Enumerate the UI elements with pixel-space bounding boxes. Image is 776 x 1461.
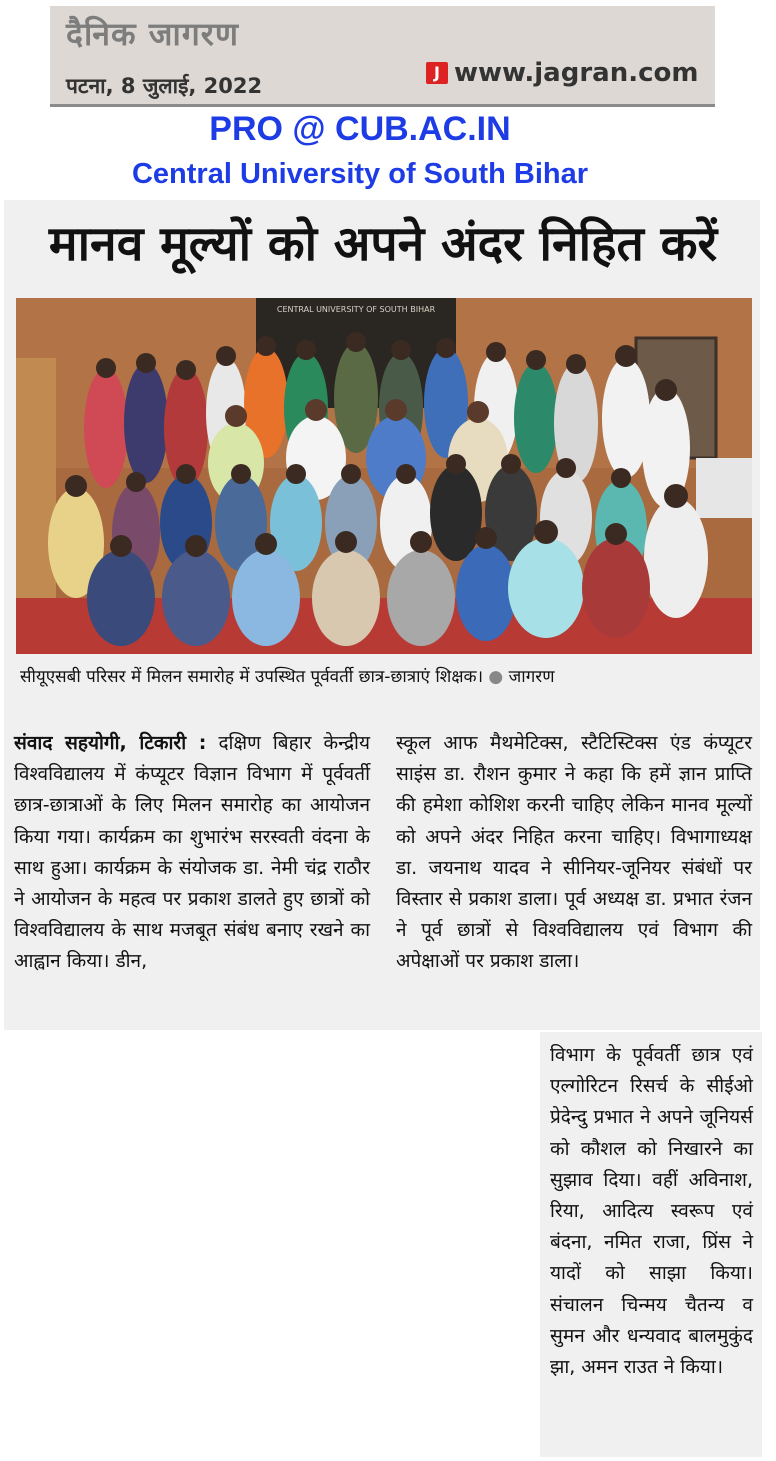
article-column-2: स्कूल आफ मैथमेटिक्स, स्टैटिस्टिक्स एंड कंप्यूटर साइंस डा. रौशन कुमार ने कहा कि हमें ज्ञान प्राप्ति की हमेशा कोशिश करनी चाहिए लेकिन मानव मूल्यों को अपने अंदर निहित करना चाहिए। विभागाध्यक्ष डा. जयनाथ यादव ने सीनियर-जूनियर संबंधों पर विस्तार से प्रकाश डाला। पूर्व अध्यक्ष डा. प्रभात रंजन ने पूर्व छात्रों से विश्वविद्यालय एवं विभाग की अपेक्षाओं पर प्रकाश डाला। (396, 732, 752, 973)
website-url: www.jagran.com (454, 58, 699, 88)
column-1-text: दक्षिण बिहार केन्द्रीय विश्वविद्यालय में कंप्यूटर विज्ञान विभाग में पूर्ववर्ती छात्र-छात्राओं के लिए मिलन समारोह का आयोजन किया गया। कार्यक्रम का शुभारंभ सरस्वती वंदना के साथ हुआ। कार्यक्रम के संयोजक डा. नेमी चंद्र राठौर ने आयोजन के महत्व पर प्रकाश डालते हुए छात्रों को विश्वविद्यालय के साथ मजबूत संबंध बनाए रखने का आह्वान किया। डीन, (14, 732, 370, 973)
jagran-logo-icon: J (426, 62, 448, 84)
university-name: Central University of South Bihar (131, 158, 588, 190)
article-column-1 (14, 728, 370, 978)
pro-email: PRO @ CUB.AC.IN (209, 110, 511, 148)
group-photo (16, 298, 752, 654)
caption-text: सीयूएसबी परिसर में मिलन समारोह में उपस्थित पूर्ववर्ती छात्र-छात्राएं शिक्षक। (20, 667, 484, 687)
bullet-icon: ● (488, 667, 504, 687)
byline: संवाद सहयोगी, टिकारी : (14, 732, 207, 754)
photo-caption (20, 664, 555, 687)
article-headline: मानव मूल्यों को अपने अंदर निहित करें (48, 216, 718, 272)
article-column-3: विभाग के पूर्ववर्ती छात्र एवं एल्गोरिटन रिसर्च के सीईओ प्रेदेन्दु प्रभात ने अपने जूनियर्स को कौशल को निखारने का सुझाव दिया। वहीं अविनाश, रिया, आदित्य स्वरूप एवं बंदना, नमित राजा, प्रिंस ने यादों को साझा किया। संचालन चिन्मय चैतन्य व सुमन और धन्यवाद बालमुकुंद झा, अमन राउत ने किया। (550, 1044, 753, 1379)
edition-date: पटना, 8 जुलाई, 2022 (66, 74, 263, 98)
backdrop-banner-text: CENTRAL UNIVERSITY OF SOUTH BIHAR (276, 305, 436, 314)
newspaper-masthead (50, 6, 715, 107)
newspaper-name: दैनिक जागरण (66, 15, 240, 53)
caption-credit: जागरण (508, 667, 555, 687)
